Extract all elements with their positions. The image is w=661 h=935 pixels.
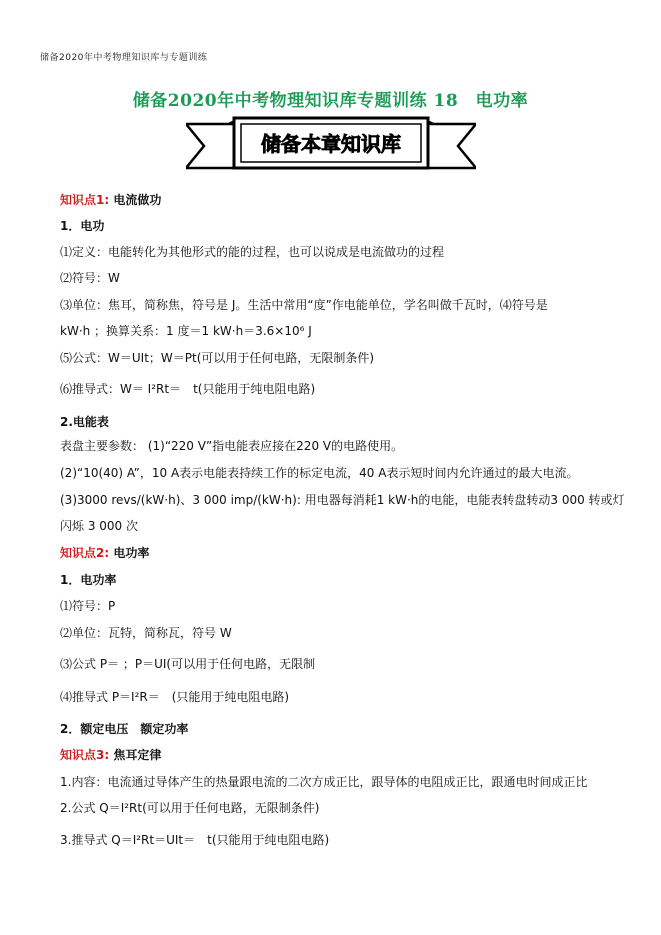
section-2-line-1: ⑴符号：P — [60, 599, 116, 613]
section-1-sub-1: 1．电功 — [60, 219, 105, 233]
section-1-sub-2: 2.电能表 — [60, 415, 109, 429]
banner-ribbon — [186, 116, 476, 176]
section-3-label: 知识点3: — [60, 748, 110, 762]
section-2-sub-1: 1．电功率 — [60, 573, 117, 587]
section-2-line-4: ⑷推导式 P＝I²R＝ (只能用于纯电阻电路) — [60, 690, 290, 704]
section-3-line-2: 2.公式 Q＝I²Rt(可以用于任何电路，无限制条件) — [60, 801, 320, 815]
section-2-heading — [60, 545, 149, 561]
document-title: 储备2020年中考物理知识库专题训练 18 电功率 — [132, 91, 529, 111]
section-1-line-8: (2)“10(40) A”，10 A表示电能表持续工作的标定电流，40 A表示短时间内允许通过的最大电流。 — [60, 466, 579, 480]
section-1-title: 电流做功 — [109, 193, 162, 207]
section-2-label: 知识点2: — [60, 546, 110, 560]
page-header: 储备2020年中考物理知识库与专题训练 — [40, 53, 208, 63]
section-1-heading — [60, 192, 161, 208]
section-1-line-4: kW·h ；换算关系：1 度＝1 kW·h＝3.6×10⁶ J — [60, 324, 312, 338]
section-3-line-1: 1.内容：电流通过导体产生的热量跟电流的二次方成正比，跟导体的电阻成正比，跟通电时间成正比 — [60, 775, 588, 789]
section-2-line-2: ⑵单位：瓦特，简称瓦，符号 W — [60, 626, 232, 640]
section-1-label: 知识点1: — [60, 193, 110, 207]
section-1-line-7: 表盘主要参数： (1)“220 V”指电能表应接在220 V的电路使用。 — [60, 439, 404, 453]
section-2-title: 电功率 — [109, 546, 150, 560]
section-1-line-6: ⑹推导式：W＝ I²Rt＝ t(只能用于纯电阻电路) — [60, 382, 316, 396]
section-1-line-10: 闪烁 3 000 次 — [60, 519, 138, 533]
section-1-line-3: ⑶单位：焦耳，简称焦，符号是 J。生活中常用“度”作电能单位，学名叫做千瓦时，⑷符号是 — [60, 298, 548, 312]
section-1-line-5: ⑸公式：W＝UIt；W＝Pt(可以用于任何电路，无限制条件) — [60, 351, 375, 365]
section-1-line-2: ⑵符号：W — [60, 271, 120, 285]
section-1-line-1: ⑴定义：电能转化为其他形式的能的过程，也可以说成是电流做功的过程 — [60, 245, 445, 259]
section-2-sub-2: 2．额定电压 额定功率 — [60, 722, 189, 736]
section-3-line-3: 3.推导式 Q＝I²Rt＝UIt＝ t(只能用于纯电阻电路) — [60, 833, 330, 847]
section-2-line-3: ⑶公式 P＝ ；P＝UI(可以用于任何电路，无限制 — [60, 657, 316, 671]
section-3-title: 焦耳定律 — [109, 748, 162, 762]
banner-text: 储备本章知识库 — [261, 132, 401, 156]
section-3-heading — [60, 747, 161, 763]
section-1-line-9: (3)3000 revs/(kW·h)、3 000 imp/(kW·h): 用电器每消耗1 kW·h的电能，电能表转盘转动3 000 转或灯 — [60, 493, 625, 507]
